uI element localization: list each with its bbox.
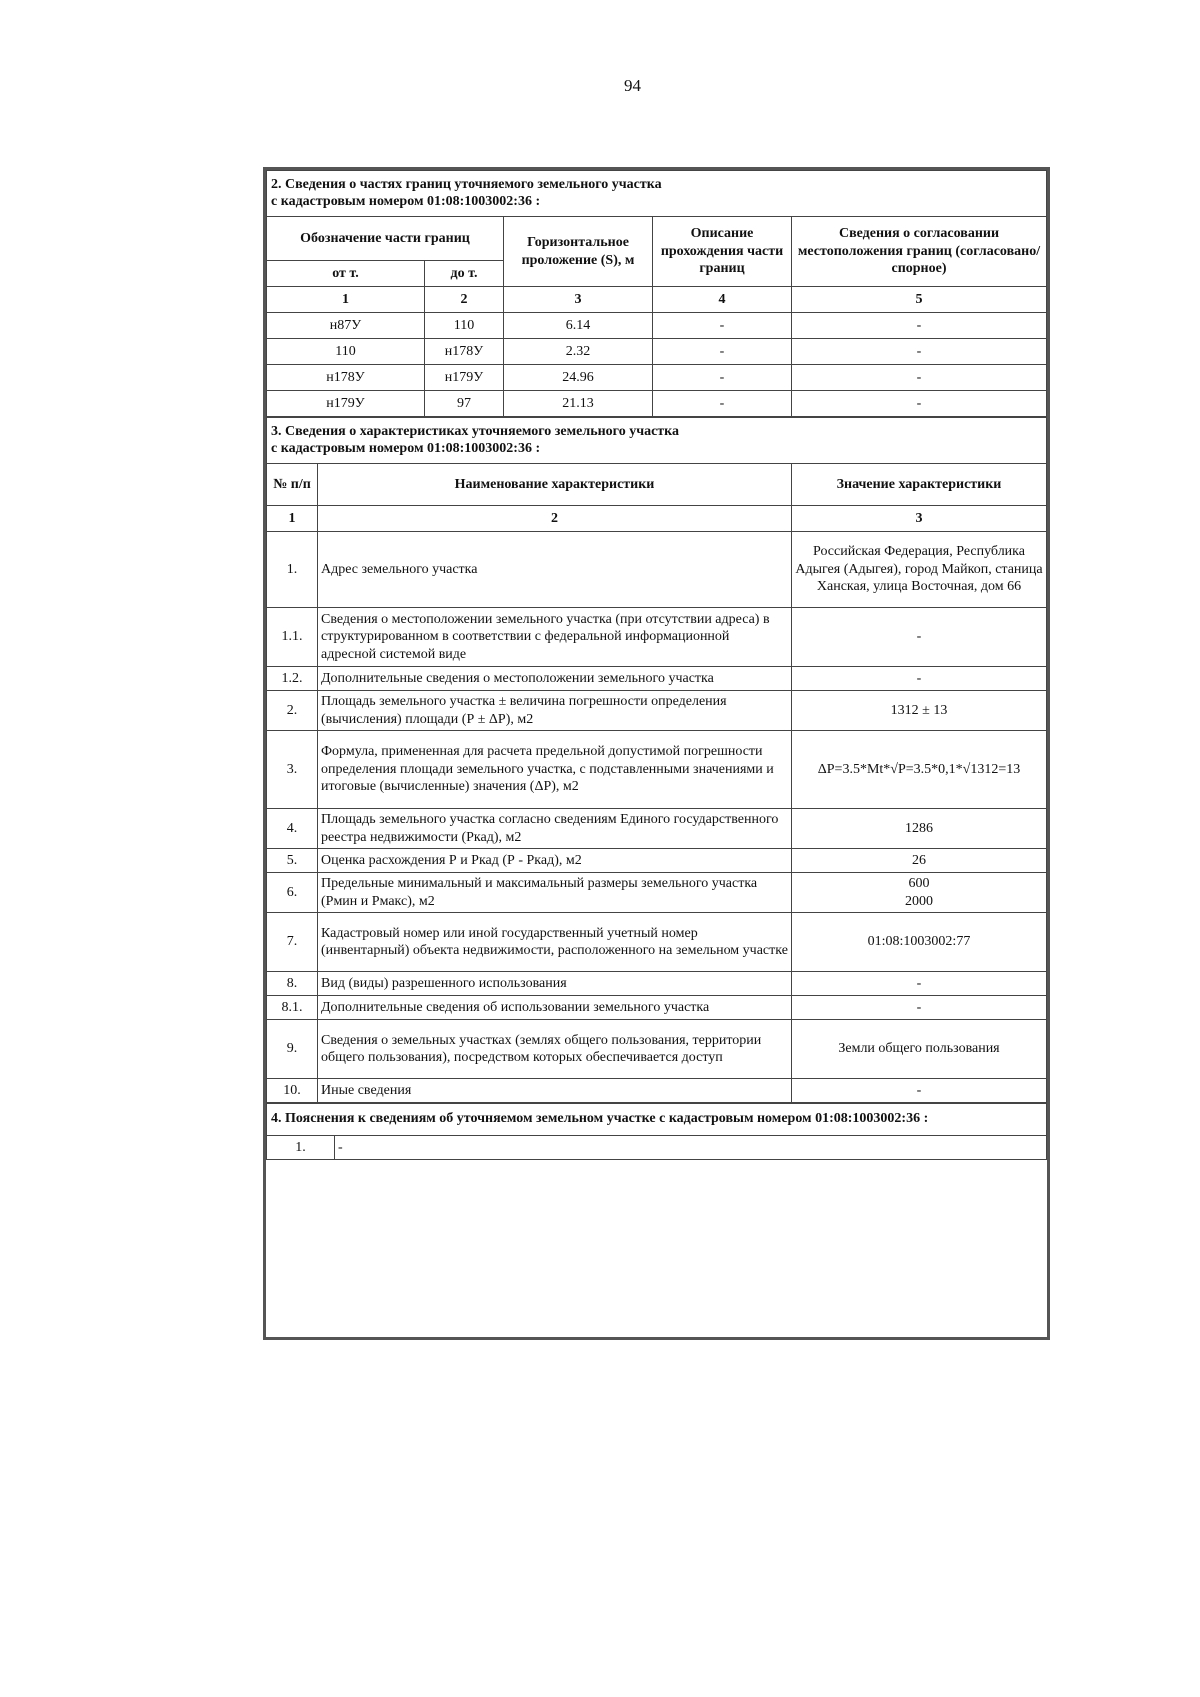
table-row: 1.1. Сведения о местоположении земельного участка (при отсутствии адреса) в структурированном в соответствии с федеральной информационной адресной системой виде -: [267, 608, 1047, 667]
table-row: 4. Площадь земельного участка согласно сведениям Единого государственного реестра недвижимости (Ркад), м2 1286: [267, 809, 1047, 849]
section3-col-numbers: 1 2 3: [267, 506, 1047, 532]
description-header: Описание прохождения части границ: [653, 217, 792, 287]
table-row: 10. Иные сведения -: [267, 1079, 1047, 1103]
horizontal-header: Горизонтальное проложение (S), м: [504, 217, 653, 287]
to-header: до т.: [425, 261, 504, 287]
page-number: 94: [624, 76, 641, 95]
from-header: от т.: [267, 261, 425, 287]
table-row: 6. Предельные минимальный и максимальный размеры земельного участка (Рмин и Рмакс), м2 600 2000: [267, 873, 1047, 913]
table-row: 7. Кадастровый номер или иной государственный учетный номер (инвентарный) объекта недвижимости, расположенного на земельном участке 01:08:1003002:77: [267, 913, 1047, 972]
table-row: 8.1. Дополнительные сведения об использовании земельного участка -: [267, 996, 1047, 1020]
document-frame: [263, 167, 1050, 1340]
table-row: 1.2. Дополнительные сведения о местоположении земельного участка -: [267, 667, 1047, 691]
name-header: Наименование характеристики: [318, 464, 792, 506]
table-row: 3. Формула, примененная для расчета предельной допустимой погрешности определения площади земельного участка, с подставленными значениями и итоговые (вычисленные) значения (ΔР), м2 ΔР=3.5*Mt*√Р=3.5*0,1*√1312=13: [267, 731, 1047, 809]
table-row: 1. -: [267, 1136, 1047, 1160]
table-row: 8. Вид (виды) разрешенного использования -: [267, 972, 1047, 996]
table-row: 9. Сведения о земельных участках (землях общего пользования, территории общего пользования), посредством которых обеспечивается доступ Земли общего пользования: [267, 1020, 1047, 1079]
table-row: н178У н179У 24.96 - -: [267, 365, 1047, 391]
section2-title: 2. Сведения о частях границ уточняемого земельного участка с кадастровым номером 01:08:1003002:36 :: [267, 171, 1047, 217]
num-header: № п/п: [267, 464, 318, 506]
table-row: н179У 97 21.13 - -: [267, 391, 1047, 417]
table-row: н87У 110 6.14 - -: [267, 313, 1047, 339]
value-header: Значение характеристики: [792, 464, 1047, 506]
section3-table: [266, 417, 1047, 1103]
section4-table: [266, 1103, 1047, 1160]
table-row: 110 н178У 2.32 - -: [267, 339, 1047, 365]
table-row: 5. Оценка расхождения Р и Ркад (Р - Ркад), м2 26: [267, 849, 1047, 873]
table-row: 1. Адрес земельного участка Российская Федерация, Республика Адыгея (Адыгея), город Майкоп, станица Ханская, улица Восточная, дом 66: [267, 532, 1047, 608]
agreement-header: Сведения о согласовании местоположения границ (согласовано/спорное): [792, 217, 1047, 287]
section4-title: 4. Пояснения к сведениям об уточняемом земельном участке с кадастровым номером 01:08:1003002:36 :: [267, 1104, 1047, 1136]
section2-col-numbers: 1 2 3 4 5: [267, 287, 1047, 313]
section3-title: 3. Сведения о характеристиках уточняемого земельного участка с кадастровым номером 01:08:1003002:36 :: [267, 418, 1047, 464]
section2-table: [266, 170, 1047, 417]
table-row: 2. Площадь земельного участка ± величина погрешности определения (вычисления) площади (Р ± ΔР), м2 1312 ± 13: [267, 691, 1047, 731]
parts-designation-header: Обозначение части границ: [267, 217, 504, 261]
